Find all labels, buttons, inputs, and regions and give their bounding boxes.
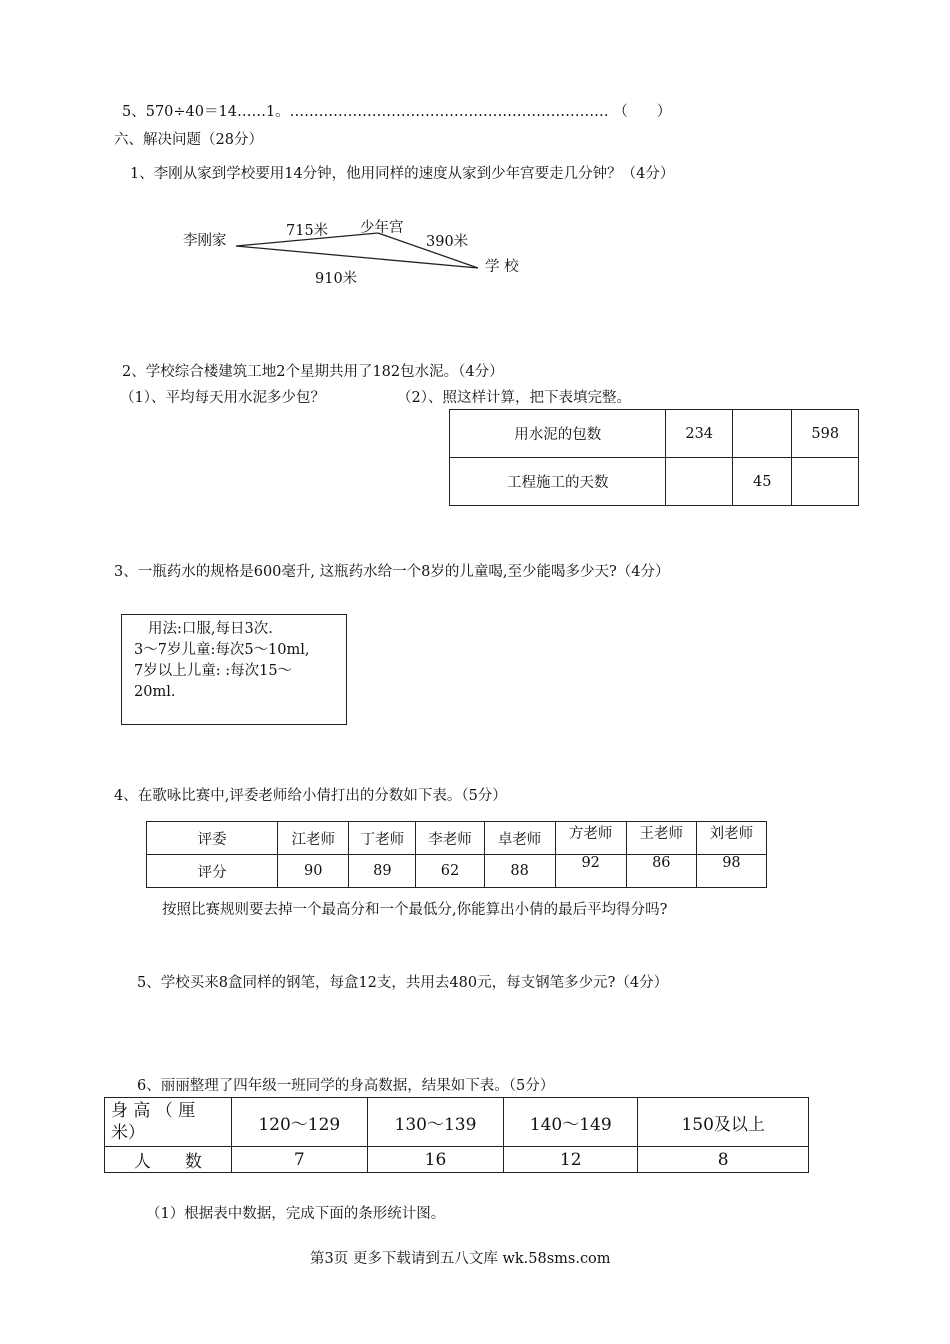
- problem-2-part-1: （1）、平均每天用水泥多少包？: [120, 390, 325, 406]
- score-value: 88: [484, 855, 555, 888]
- height-range: 120～129: [231, 1098, 367, 1147]
- note-line: 7岁以上儿童: :每次15～: [134, 663, 293, 679]
- score-value: 90: [278, 855, 349, 888]
- height-range: 140～149: [504, 1098, 638, 1147]
- route-diagram: [0, 0, 950, 300]
- problem-5: 5、学校买来8盒同样的钢笔，每盒12支，共用去480元，每支钢笔多少元?（4分）: [137, 975, 669, 991]
- score-value: 92: [555, 855, 626, 888]
- height-table: [104, 1097, 809, 1173]
- count-value: 16: [367, 1147, 503, 1173]
- count-label: 人 数: [105, 1147, 232, 1173]
- count-value: 8: [638, 1147, 809, 1173]
- cement-cell[interactable]: [732, 410, 791, 458]
- score-row-label: 评委: [147, 822, 278, 855]
- problem-4-question: 按照比赛规则要去掉一个最高分和一个最低分,你能算出小倩的最后平均得分吗?: [162, 902, 668, 918]
- judge-name: 刘老师: [696, 822, 766, 855]
- note-line: 用法:口服,每日3次.: [148, 621, 273, 637]
- problem-2: 2、学校综合楼建筑工地2个星期共用了182包水泥。（4分）: [122, 364, 504, 380]
- problem-4: 4、在歌咏比赛中,评委老师给小倩打出的分数如下表。（5分）: [114, 788, 507, 804]
- score-value: 89: [349, 855, 416, 888]
- problem-3: 3、一瓶药水的规格是600毫升, 这瓶药水给一个8岁的儿童喝,至少能喝多少天?（4分）: [114, 564, 670, 580]
- judge-name: 李老师: [416, 822, 484, 855]
- label-home: 李刚家: [183, 233, 227, 249]
- score-value: 62: [416, 855, 484, 888]
- cement-table: [449, 409, 859, 506]
- distance-home-palace: 715米: [286, 223, 329, 239]
- judge-name: 卓老师: [484, 822, 555, 855]
- judge-name: 王老师: [626, 822, 696, 855]
- label-palace: 少年宫: [360, 220, 404, 236]
- judge-name: 丁老师: [349, 822, 416, 855]
- height-range: 130～139: [367, 1098, 503, 1147]
- page-footer: 第3页 更多下载请到五八文库 wk.58sms.com: [310, 1251, 611, 1267]
- count-value: 12: [504, 1147, 638, 1173]
- height-header-label: [105, 1098, 232, 1147]
- height-range: 150及以上: [638, 1098, 809, 1147]
- score-value: 98: [696, 855, 766, 888]
- distance-palace-school: 390米: [426, 234, 469, 250]
- score-value: 86: [626, 855, 696, 888]
- score-table: [146, 821, 767, 888]
- distance-home-school: 910米: [315, 271, 358, 287]
- judge-item-5: 5、570÷40＝14……1。………………………………………………………… （ ）: [122, 104, 672, 120]
- cement-cell: 234: [666, 410, 733, 458]
- cement-row-label: 用水泥的包数: [450, 410, 666, 458]
- cement-cell: 598: [792, 410, 859, 458]
- height-header-line: 米）: [111, 1123, 145, 1143]
- medicine-label-box: [121, 614, 347, 725]
- days-row-label: 工程施工的天数: [450, 458, 666, 506]
- judge-name: 江老师: [278, 822, 349, 855]
- score-row-label: 评分: [147, 855, 278, 888]
- note-line: 3～7岁儿童:每次5～10ml,: [134, 642, 310, 658]
- days-cell[interactable]: [792, 458, 859, 506]
- days-cell[interactable]: [666, 458, 733, 506]
- problem-6: 6、丽丽整理了四年级一班同学的身高数据，结果如下表。（5分）: [137, 1078, 555, 1094]
- problem-1: 1、李刚从家到学校要用14分钟，他用同样的速度从家到少年宫要走几分钟？（4分）: [130, 166, 675, 182]
- label-school: 学 校: [485, 259, 519, 275]
- days-cell: 45: [732, 458, 791, 506]
- height-header-line: 身 高 （ 厘: [111, 1101, 196, 1121]
- problem-6-part-1: （1）根据表中数据，完成下面的条形统计图。: [146, 1206, 446, 1222]
- count-value: 7: [231, 1147, 367, 1173]
- judge-name: 方老师: [555, 822, 626, 855]
- note-line: 20ml.: [134, 684, 176, 700]
- problem-2-part-2: （2）、照这样计算，把下表填完整。: [397, 390, 631, 406]
- section-title: 六、解决问题（28分）: [114, 132, 263, 148]
